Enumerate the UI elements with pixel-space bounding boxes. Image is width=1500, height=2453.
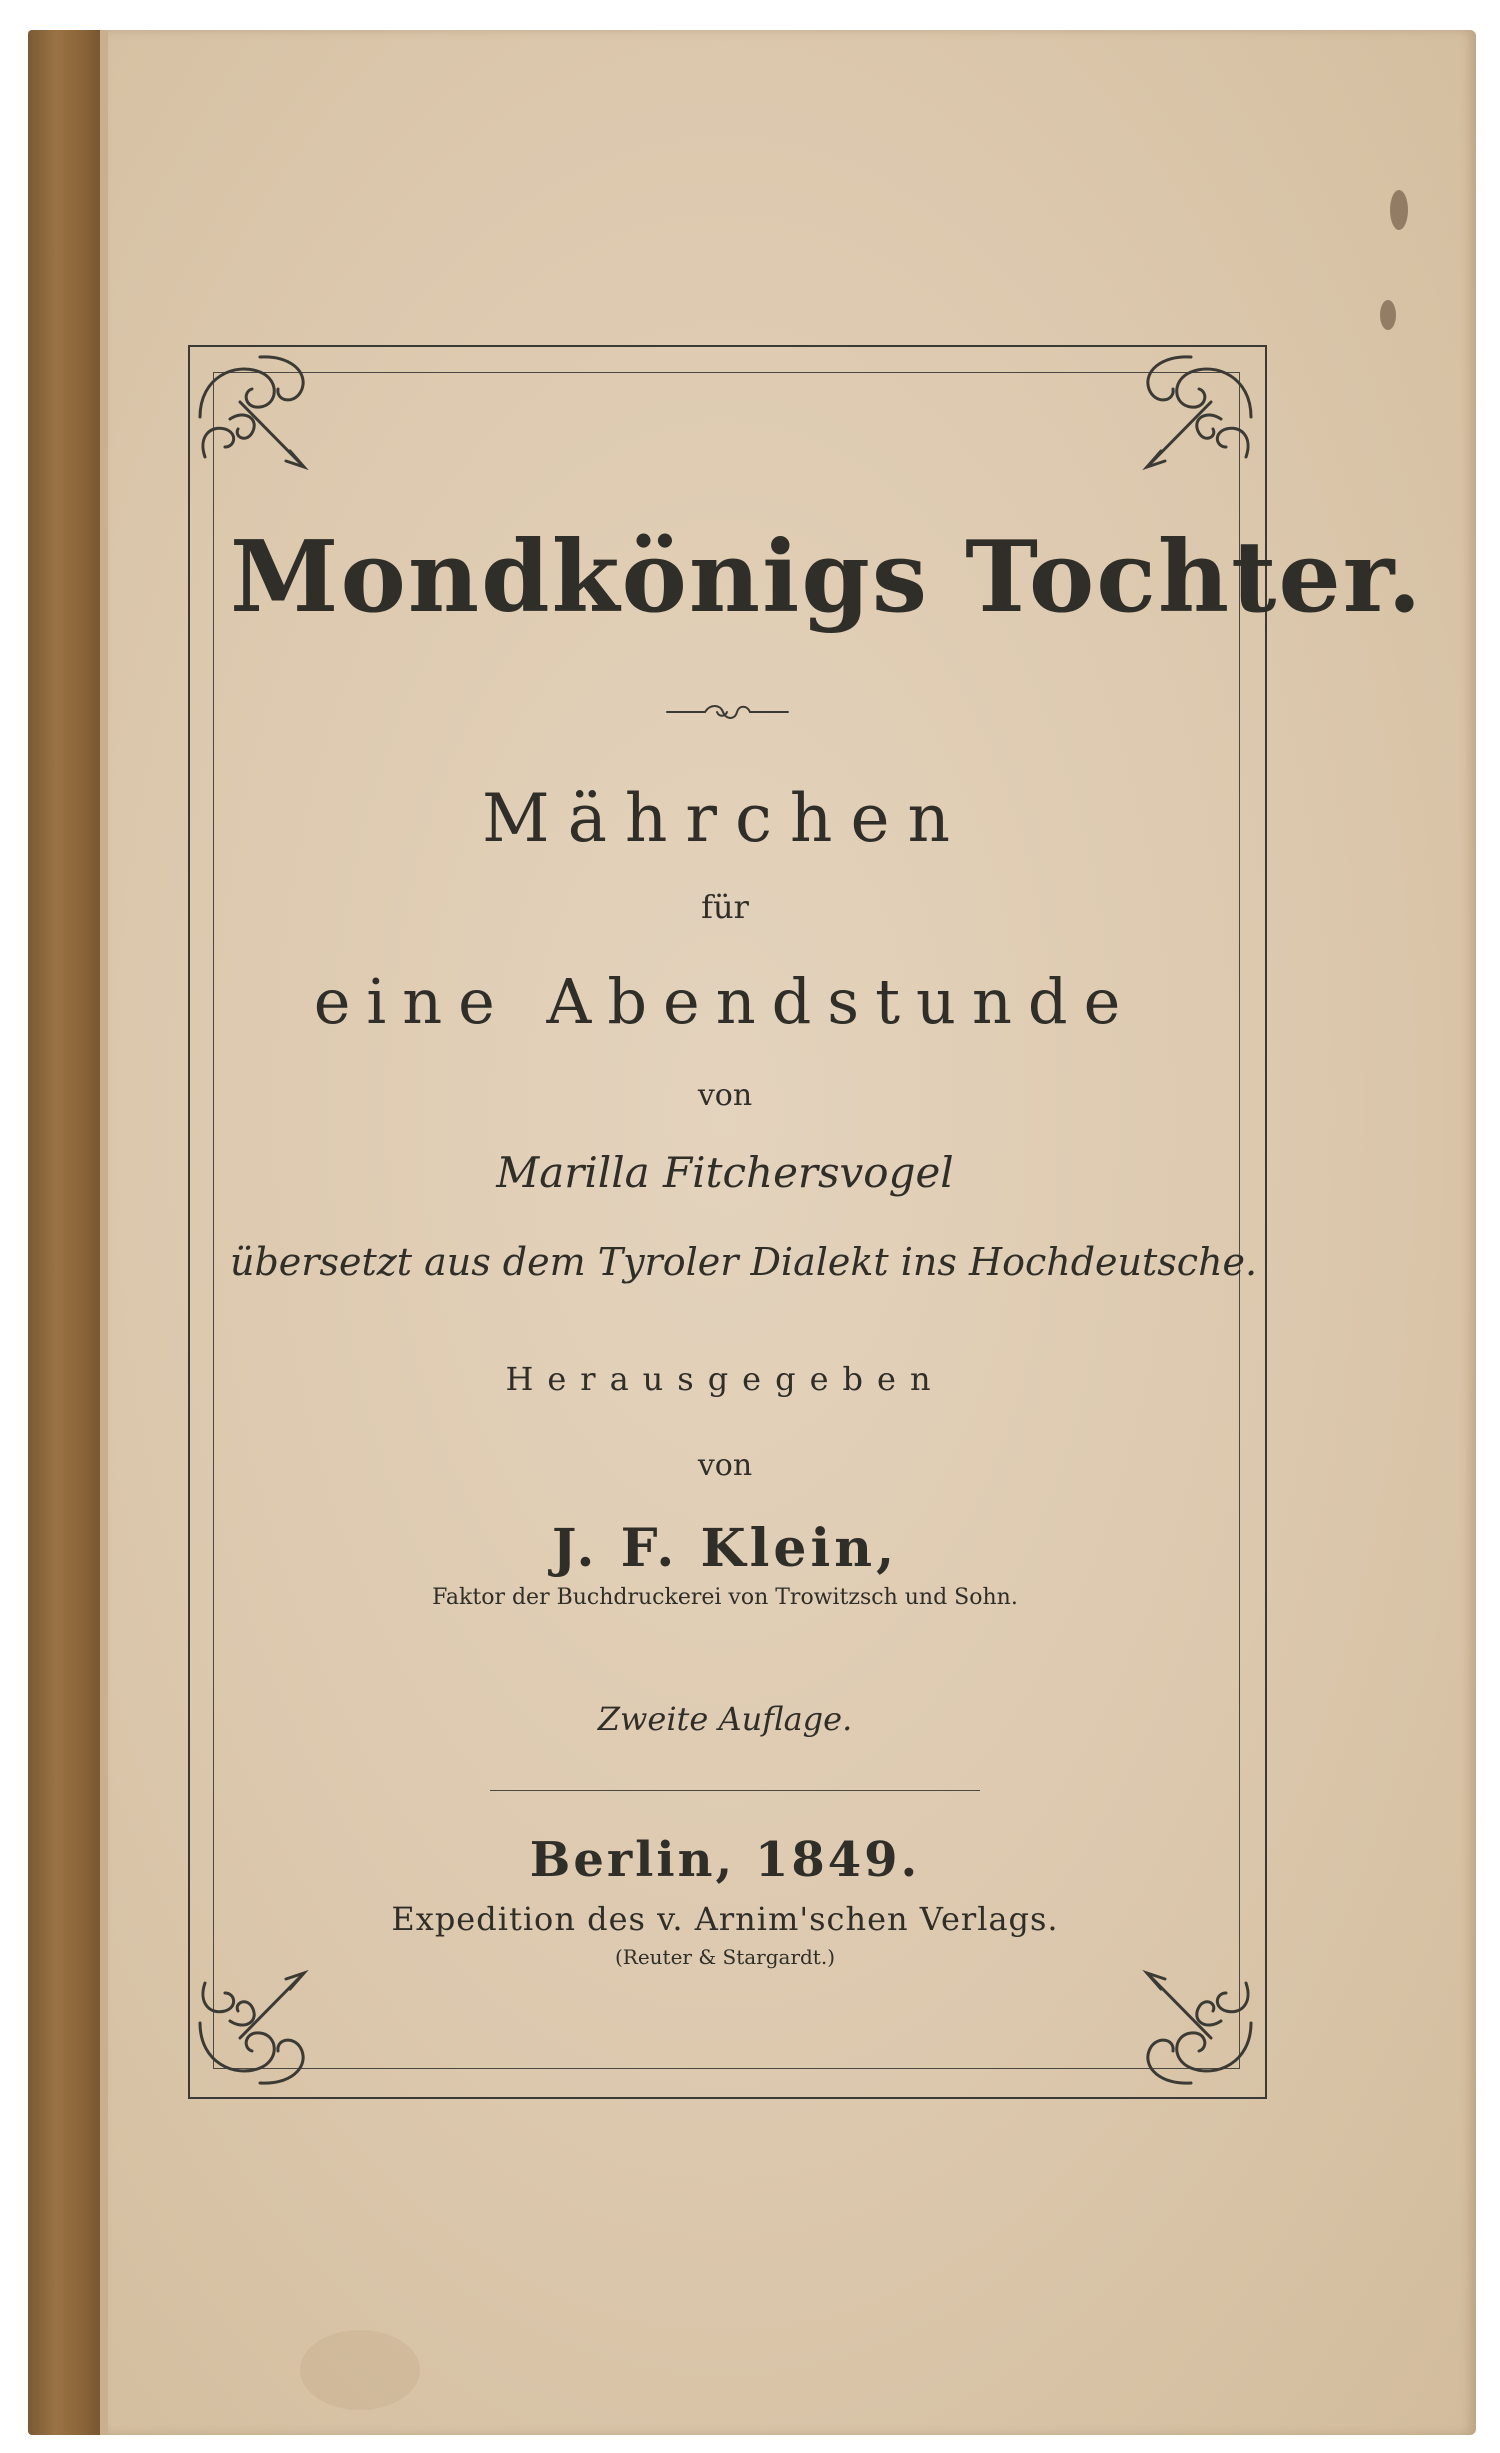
corner-flourish-icon: [1131, 347, 1261, 477]
edited-label: Herausgegeben: [505, 1360, 945, 1398]
publisher-sub: (Reuter & Stargardt.): [614, 1945, 836, 1969]
book-spine: [28, 30, 108, 2435]
for-label: für: [701, 888, 749, 926]
book-title: Mondkönigs Tochter.: [230, 520, 1424, 635]
corner-flourish-icon: [1131, 1963, 1261, 2093]
author-name: Marilla Fitchersvogel: [496, 1148, 954, 1197]
vine-ornament-icon: [665, 700, 790, 724]
ink-spot: [1380, 300, 1396, 330]
place-year: Berlin, 1849.: [529, 1832, 921, 1888]
evening-line: eine Abendstunde: [313, 965, 1137, 1038]
translation-note: übersetzt aus dem Tyroler Dialekt ins Hochdeutsche.: [230, 1240, 1258, 1284]
by-label-2: von: [697, 1448, 753, 1483]
paper-stain: [300, 2330, 420, 2410]
editor-role: Faktor der Buchdruckerei von Trowitzsch und Sohn.: [432, 1585, 1018, 1610]
corner-flourish-icon: [190, 347, 320, 477]
ink-spot: [1390, 190, 1408, 230]
corner-flourish-icon: [190, 1963, 320, 2093]
by-label: von: [697, 1078, 753, 1113]
editor-name: J. F. Klein,: [551, 1518, 899, 1579]
subtitle: Mährchen: [481, 780, 969, 857]
publisher: Expedition des v. Arnim'schen Verlags.: [391, 1900, 1059, 1938]
divider-rule: [490, 1790, 980, 1791]
spine-edge: [100, 30, 108, 2435]
edition-label: Zweite Auflage.: [597, 1700, 853, 1738]
